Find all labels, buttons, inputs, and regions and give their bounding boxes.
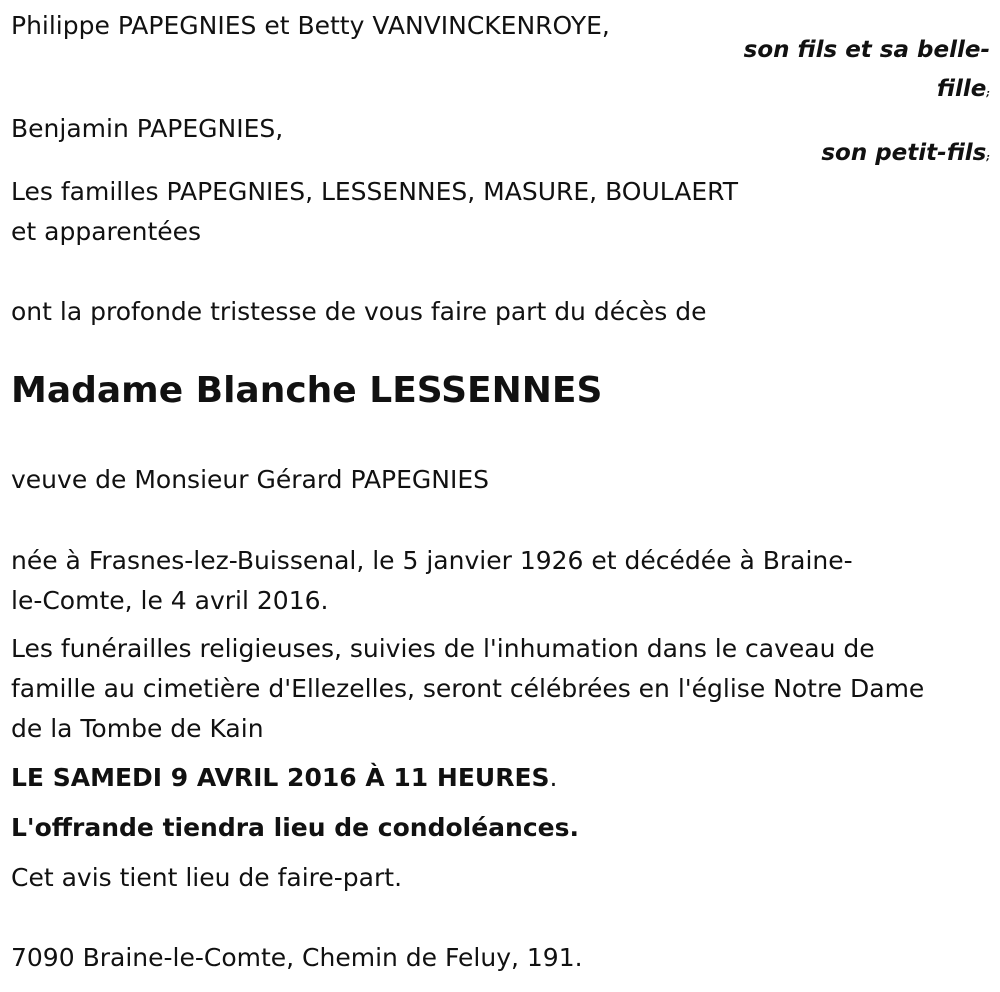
families-line2: et apparentées bbox=[11, 217, 202, 246]
family-line-grandson: Benjamin PAPEGNIES, bbox=[11, 114, 284, 143]
date-time-line bbox=[11, 758, 557, 798]
deceased-name: Madame Blanche LESSENNES bbox=[11, 370, 603, 411]
date-time: LE SAMEDI 9 AVRIL 2016 À 11 HEURES bbox=[11, 763, 550, 792]
funeral-line1: Les funérailles religieuses, suivies de l'inhumation dans le caveau de bbox=[11, 634, 875, 663]
relation-son-line2 bbox=[937, 69, 990, 114]
relation-grandson bbox=[821, 133, 990, 178]
funeral-line3: de la Tombe de Kain bbox=[11, 714, 264, 743]
birth-death-line1: née à Frasnes-lez-Buissenal, le 5 janvier 1926 et décédée à Braine- bbox=[11, 546, 853, 575]
semicolon: ; bbox=[986, 153, 990, 163]
families-line1: Les familles PAPEGNIES, LESSENNES, MASURE, BOULAERT bbox=[11, 177, 738, 206]
semicolon: ; bbox=[986, 89, 990, 99]
notice: Cet avis tient lieu de faire-part. bbox=[11, 863, 403, 892]
announcement: ont la profonde tristesse de vous faire part du décès de bbox=[11, 297, 707, 326]
relation-son-text2: fille bbox=[936, 76, 987, 102]
date-time-suffix: . bbox=[549, 763, 558, 792]
relation-son-line1 bbox=[744, 30, 990, 70]
address: 7090 Braine-le-Comte, Chemin de Feluy, 191. bbox=[11, 943, 583, 972]
family-line-son: Philippe PAPEGNIES et Betty VANVINCKENROYE, bbox=[11, 11, 610, 40]
offering: L'offrande tiendra lieu de condoléances. bbox=[11, 813, 579, 842]
relation-son-text1: son fils et sa belle- bbox=[743, 37, 990, 63]
funeral-line2: famille au cimetière d'Ellezelles, seront célébrées en l'église Notre Dame bbox=[11, 674, 925, 703]
widow-of: veuve de Monsieur Gérard PAPEGNIES bbox=[11, 465, 490, 494]
birth-death-line2: le-Comte, le 4 avril 2016. bbox=[11, 586, 329, 615]
relation-grandson-text: son petit-fils bbox=[821, 140, 987, 166]
